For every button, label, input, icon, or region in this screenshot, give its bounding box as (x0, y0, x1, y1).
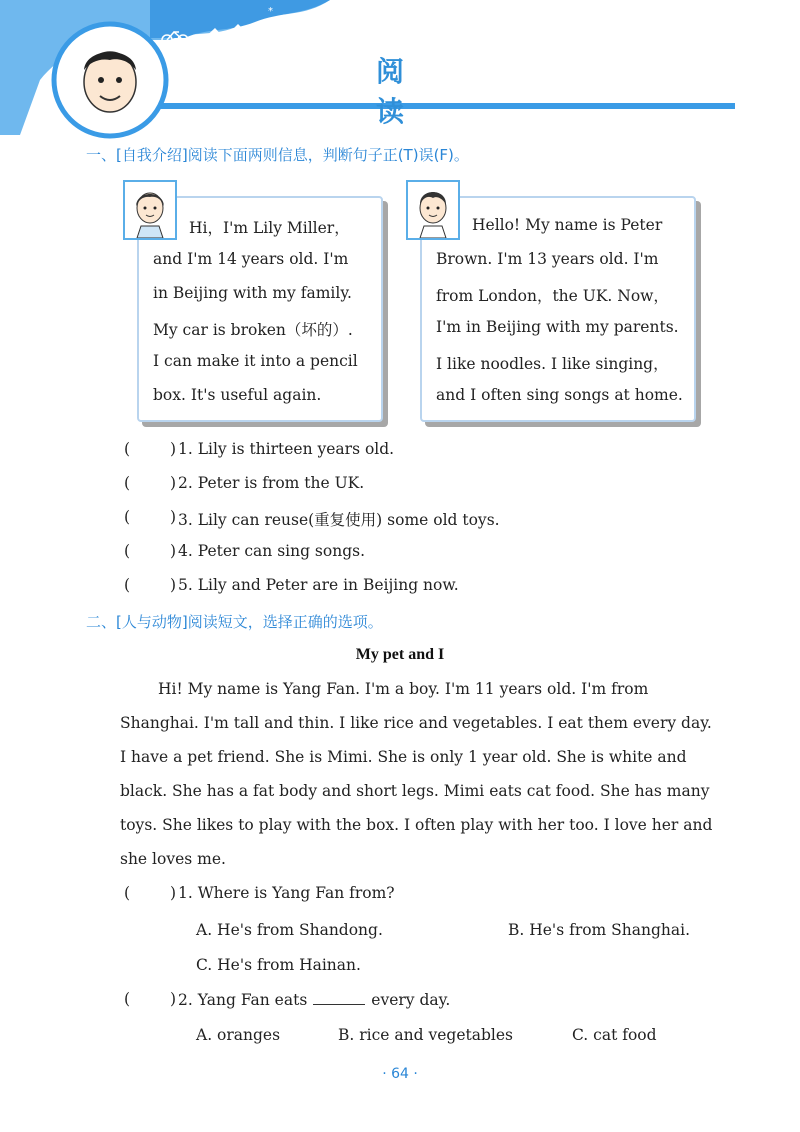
page-header (0, 0, 800, 140)
page-number: · 64 · (382, 1066, 418, 1082)
q2-option-c: C. cat food (572, 1026, 657, 1044)
answer-paren-open[interactable]: ( (124, 508, 131, 526)
peter-line: Brown. I'm 13 years old. I'm (436, 250, 659, 268)
question-text (178, 990, 450, 1009)
boy-icon (408, 182, 458, 238)
peter-line: and I often sing songs at home. (436, 386, 683, 404)
answer-paren-close: ) (170, 474, 177, 492)
q1-option-a: A. He's from Shandong. (196, 921, 383, 939)
question-text: 1. Where is Yang Fan from? (178, 884, 395, 902)
girl-icon (125, 182, 175, 238)
q2-text-before: 2. Yang Fan eats (178, 991, 308, 1009)
question-text: 2. Peter is from the UK. (178, 474, 365, 492)
q2-option-a: A. oranges (196, 1026, 281, 1044)
lily-line: and I'm 14 years old. I'm (153, 250, 349, 268)
lily-line: My car is broken（坏的）. (153, 321, 353, 339)
story-title: My pet and I (355, 646, 445, 663)
answer-paren-open[interactable]: ( (124, 542, 131, 560)
answer-paren-open[interactable]: ( (124, 884, 131, 902)
answer-paren-open[interactable]: ( (124, 990, 131, 1008)
lily-line: I can make it into a pencil (153, 352, 358, 370)
story-line: I have a pet friend. She is Mimi. She is only 1 year old. She is white and (120, 748, 687, 766)
answer-paren-close: ) (170, 440, 177, 458)
page-title: 阅 读 (375, 55, 444, 128)
answer-paren-close: ) (170, 990, 177, 1008)
q2-text-after: every day. (371, 991, 451, 1009)
lily-card (137, 196, 383, 422)
lily-line: in Beijing with my family. (153, 284, 352, 302)
lily-line: box. It's useful again. (153, 386, 322, 404)
q2-blank[interactable] (313, 990, 365, 1005)
lily-line: Hi，I'm Lily Miller， (189, 219, 350, 237)
question-text: 1. Lily is thirteen years old. (178, 440, 395, 458)
q1-option-c: C. He's from Hainan. (196, 956, 361, 974)
answer-paren-close: ) (170, 542, 177, 560)
story-line: Shanghai. I'm tall and thin. I like rice and vegetables. I eat them every day. (120, 714, 712, 732)
peter-line: from London，the UK. Now， (436, 287, 669, 305)
story-line: she loves me. (120, 850, 226, 868)
svg-text:*: * (268, 6, 273, 17)
peter-line: Hello! My name is Peter (472, 216, 663, 234)
answer-paren-close: ) (170, 508, 177, 526)
question-text: 3. Lily can reuse(重复使用) some old toys. (178, 511, 500, 529)
answer-paren-open[interactable]: ( (124, 474, 131, 492)
section1-title: 一、[自我介绍]阅读下面两则信息，判断句子正(T)误(F)。 (86, 146, 469, 164)
peter-avatar (406, 180, 460, 240)
lily-avatar (123, 180, 177, 240)
q2-option-b: B. rice and vegetables (338, 1026, 513, 1044)
story-line: Hi! My name is Yang Fan. I'm a boy. I'm 11 years old. I'm from (158, 680, 649, 698)
story-line: toys. She likes to play with the box. I often play with her too. I love her and (120, 816, 713, 834)
peter-card (420, 196, 696, 422)
answer-paren-open[interactable]: ( (124, 576, 131, 594)
section2-title: 二、[人与动物]阅读短文，选择正确的选项。 (86, 613, 383, 631)
peter-line: I like noodles. I like singing， (436, 355, 669, 373)
question-text: 4. Peter can sing songs. (178, 542, 366, 560)
q1-option-b: B. He's from Shanghai. (508, 921, 691, 939)
answer-paren-close: ) (170, 884, 177, 902)
answer-paren-open[interactable]: ( (124, 440, 131, 458)
story-line: black. She has a fat body and short legs. Mimi eats cat food. She has many (120, 782, 710, 800)
peter-line: I'm in Beijing with my parents. (436, 318, 679, 336)
answer-paren-close: ) (170, 576, 177, 594)
question-text: 5. Lily and Peter are in Beijing now. (178, 576, 459, 594)
